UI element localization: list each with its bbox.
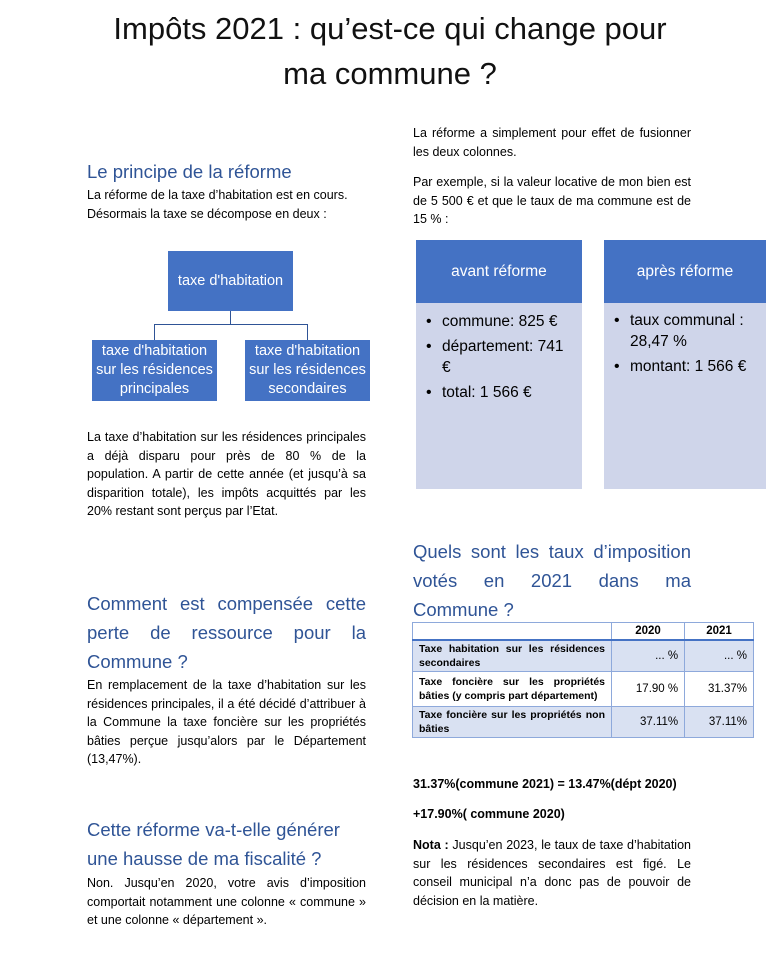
nota-label: Nota : xyxy=(413,838,449,852)
diagram-box-taxe-habitation: taxe d'habitation xyxy=(168,251,293,311)
panel-avant-item: • total: 1 566 € xyxy=(438,382,574,403)
section-principe-detail: La taxe d’habitation sur les résidences principales a déjà disparu pour près de 80 % de la population. A partir de cette année (et jusqu’à sa disparition totale), les impôts acquittés par les 20% restant sont perçus par l’Etat. xyxy=(87,430,366,518)
diagram-box-secondaires-line-3: secondaires xyxy=(268,381,347,397)
page-title xyxy=(60,6,720,96)
reforme-fusion-text: La réforme a simplement pour effet de fusionner les deux colonnes. xyxy=(413,126,691,159)
nota-text: Jusqu’en 2023, le taux de taxe d’habitation sur les résidences secondaires est figé. Le conseil municipal n’a donc pas de pouvoir de décision en la matière. xyxy=(413,838,691,908)
diagram-box-residences-principales xyxy=(92,340,217,401)
table-header-2021: 2021 xyxy=(685,623,754,641)
diagram-box-residences-secondaires xyxy=(245,340,370,401)
formula-line-1: 31.37%(commune 2021) = 13.47%(dépt 2020) xyxy=(413,777,677,791)
table-cell-2020: 37.11% xyxy=(612,707,685,738)
formula-line-2: +17.90%( commune 2020) xyxy=(413,807,565,821)
table-cell-2020: ... % xyxy=(612,640,685,672)
section-principe-intro xyxy=(87,186,377,223)
table-cell-2021: 31.37% xyxy=(685,672,754,707)
panel-apres-list xyxy=(612,310,758,377)
diagram-box-secondaires-line-1: taxe d'habitation xyxy=(254,343,361,359)
section-heading-taux: Quels sont les taux d’imposition votés en 2021 dans ma Commune ? xyxy=(413,541,691,620)
table-cell-2020: 17.90 % xyxy=(612,672,685,707)
table-row xyxy=(413,672,754,707)
panel-apres-item: • montant: 1 566 € xyxy=(626,356,758,377)
panel-apres-body xyxy=(604,303,766,489)
intro-line-1: La réforme de la taxe d’habitation est en cours. xyxy=(87,188,348,202)
table-row xyxy=(413,640,754,672)
page-title-line-2: ma commune ? xyxy=(283,56,497,91)
section-heading-principe: Le principe de la réforme xyxy=(87,161,292,182)
diagram-box-principales-line-2: sur les résidences xyxy=(96,362,213,378)
table-row-label: Taxe habitation sur les résidences secondaires xyxy=(413,640,612,672)
panel-avant-body xyxy=(416,303,582,489)
section-fiscalite-text: Non. Jusqu’en 2020, votre avis d’imposition comportait notamment une colonne « commune » et une colonne « département ». xyxy=(87,876,366,927)
diagram-connector-right xyxy=(307,324,308,340)
diagram-connector-horizontal xyxy=(154,324,308,325)
diagram-connector-vertical xyxy=(230,311,231,325)
taux-table xyxy=(412,622,754,738)
section-compensation-text: En remplacement de la taxe d’habitation sur les résidences principales, il a été décidé d’attribuer à la Commune la taxe foncière sur les propriétés bâties perçue jusqu’alors par le Département (13,47%). xyxy=(87,678,366,766)
section-heading-fiscalite: Cette réforme va-t-elle générer une hausse de ma fiscalité ? xyxy=(87,819,340,869)
table-header-2020: 2020 xyxy=(612,623,685,641)
diagram-connector-left xyxy=(154,324,155,340)
table-header-row xyxy=(413,623,754,641)
table-row xyxy=(413,707,754,738)
panel-avant-list xyxy=(424,311,574,403)
page-title-line-1: Impôts 2021 : qu’est-ce qui change pour xyxy=(113,11,667,46)
panel-avant-heading: avant réforme xyxy=(416,240,582,303)
section-heading-compensation: Comment est compensée cette perte de ressource pour la Commune ? xyxy=(87,593,366,672)
diagram-box-principales-line-1: taxe d'habitation xyxy=(101,343,208,359)
diagram-box-secondaires-line-2: sur les résidences xyxy=(249,362,366,378)
nota-paragraph xyxy=(413,836,691,910)
table-row-label: Taxe foncière sur les propriétés bâties (y compris part département) xyxy=(413,672,612,707)
table-cell-2021: ... % xyxy=(685,640,754,672)
table-row-label: Taxe foncière sur les propriétés non bâties xyxy=(413,707,612,738)
table-header-blank xyxy=(413,623,612,641)
table-cell-2021: 37.11% xyxy=(685,707,754,738)
panel-apres-heading: après réforme xyxy=(604,240,766,303)
panel-avant-item: • département: 741 € xyxy=(438,336,574,378)
panel-apres-item: • taux communal : 28,47 % xyxy=(626,310,758,352)
diagram-box-principales-line-3: principales xyxy=(119,381,190,397)
intro-line-2: Désormais la taxe se décompose en deux : xyxy=(87,206,327,221)
reforme-exemple-text: Par exemple, si la valeur locative de mon bien est de 5 500 € et que le taux de ma commune est de 15 % : xyxy=(413,175,691,226)
panel-avant-item: • commune: 825 € xyxy=(438,311,574,332)
